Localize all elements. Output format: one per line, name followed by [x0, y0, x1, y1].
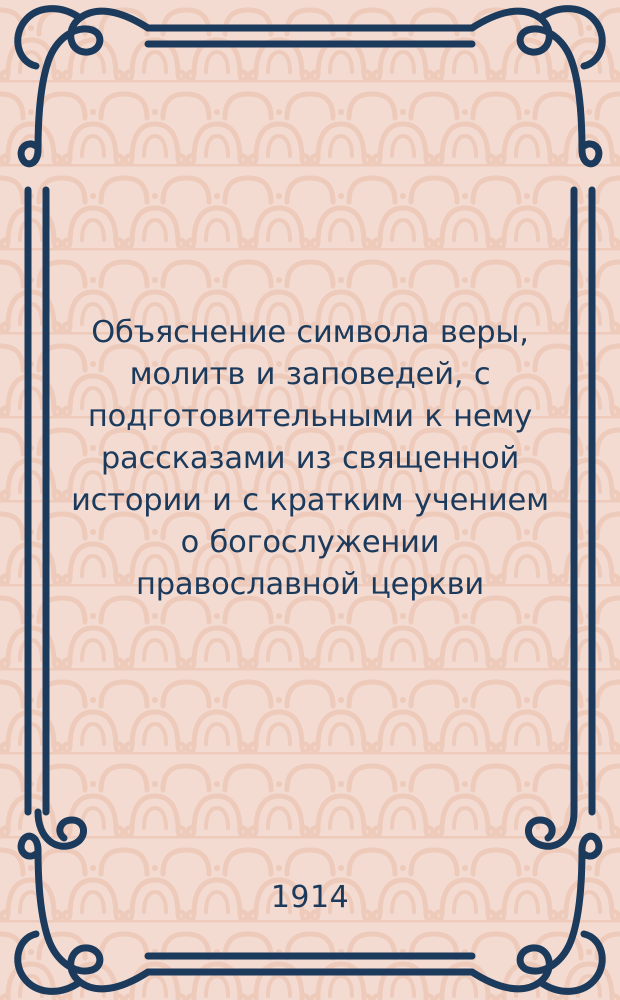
page-title: Объяснение символа веры, молитв и заповедей, с подготовительными к нему рассказами из священной истории и с кратким учением о богослужении православной церкви — [71, 315, 549, 602]
publication-year: 1914 — [270, 880, 350, 915]
year-block — [0, 880, 620, 915]
title-block — [70, 312, 550, 606]
